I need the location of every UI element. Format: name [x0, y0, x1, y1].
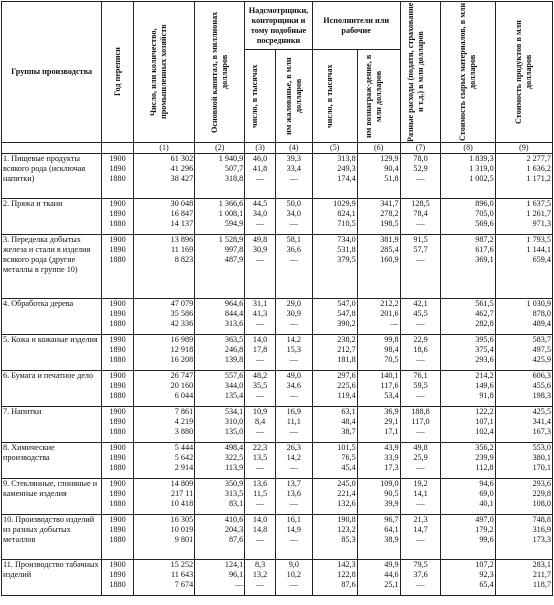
table-row [2, 407, 553, 443]
cell-capital: 498,4 322,5 113,9 [195, 443, 245, 479]
row-group-name: 3. Переделка добытых железа и стали в изделия всякого рода (другие металлы в группе 10) [2, 235, 102, 299]
cell-work-num: 142,3 122,8 87,6 [312, 560, 357, 596]
cell-products: 583,7 497,5 425,9 [495, 335, 552, 371]
cell-capital: 534,1 310,0 135,0 [195, 407, 245, 443]
cell-raw: 1 839,3 1 319,0 1 002,5 [441, 154, 495, 199]
cell-misc: 91,5 57,7 — [400, 235, 441, 299]
row-group-name: 6. Бумага и печатное дело [2, 371, 102, 407]
row-years: 1900 1890 1880 [102, 199, 134, 235]
column-number-row [2, 143, 553, 154]
cell-sup-num: 14,0 14,8 — [245, 515, 276, 560]
cell-sup-pay: 14,2 15,3 — [275, 335, 312, 371]
cell-work-num: 734,0 531,8 379,5 [312, 235, 357, 299]
cell-work-num: 190,8 123,2 85,3 [312, 515, 357, 560]
row-years: 1900 1890 1880 [102, 515, 134, 560]
cell-work-pay: 109,0 90,5 39,9 [357, 479, 400, 515]
cell-count: 16 989 12 918 16 208 [133, 335, 194, 371]
row-years: 1900 1890 1880 [102, 371, 134, 407]
cell-products: 1 793,5 1 144,1 659,4 [495, 235, 552, 299]
cell-products: 606,3 455,6 198,3 [495, 371, 552, 407]
cell-misc: 19,2 14,1 — [400, 479, 441, 515]
header-group: Группы производства [2, 2, 102, 143]
cell-work-pay: 212,2 201,6 — [357, 299, 400, 335]
cell-capital: 964,6 844,4 313,6 [195, 299, 245, 335]
cell-raw: 214,2 149,6 91,8 [441, 371, 495, 407]
cell-work-num: 238,2 212,7 181,8 [312, 335, 357, 371]
table-row [2, 154, 553, 199]
table-row [2, 560, 553, 596]
cell-misc: 49,8 25,9 — [400, 443, 441, 479]
cell-count: 30 048 16 847 14 137 [133, 199, 194, 235]
col-number: (9) [495, 143, 552, 154]
cell-capital: 350,9 313,5 83,1 [195, 479, 245, 515]
cell-raw: 356,2 239,9 112,8 [441, 443, 495, 479]
cell-count: 7 861 4 219 3 880 [133, 407, 194, 443]
header-capital: Основной капитал, в миллионах долларов [195, 2, 245, 143]
col-number: (6) [357, 143, 400, 154]
header-work-pay: им вознаграж-дение, в млн долларов [357, 50, 400, 143]
row-group-name: 2. Пряжа и ткани [2, 199, 102, 235]
cell-raw: 107,2 92,3 65,4 [441, 560, 495, 596]
col-number: (4) [275, 143, 312, 154]
header-year: Год переписи [102, 2, 134, 143]
col-number: (1) [133, 143, 194, 154]
cell-sup-pay: 39,3 33,4 — [275, 154, 312, 199]
cell-sup-pay: 50,0 34,0 — [275, 199, 312, 235]
cell-work-num: 547,0 547,8 390,2 [312, 299, 357, 335]
cell-products: 2 277,7 1 636,2 1 171,2 [495, 154, 552, 199]
header-workers: Исполнители или рабочие [312, 2, 400, 50]
row-years: 1900 1890 1880 [102, 299, 134, 335]
cell-capital: 124,1 96,1 — [195, 560, 245, 596]
row-group-name: 10. Производство изделий из разных добытых металлов [2, 515, 102, 560]
cell-work-num: 101,5 76,5 45,4 [312, 443, 357, 479]
cell-misc: 79,5 37,6 — [400, 560, 441, 596]
cell-sup-pay: 16,1 14,9 — [275, 515, 312, 560]
header-misc: Разные расходы (подати, страхование и т.д.) в млн долларов [400, 2, 441, 143]
header-sup-num: число, в тысячах [245, 50, 276, 143]
cell-sup-num: 44,5 34,0 — [245, 199, 276, 235]
table-row [2, 235, 553, 299]
cell-misc: 128,5 78,4 — [400, 199, 441, 235]
header-supervisors: Надсмотрщики, конторщики и тому подобные посредники [245, 2, 312, 50]
col-number: (2) [195, 143, 245, 154]
cell-misc: 78,0 52,9 — [400, 154, 441, 199]
cell-misc: 22,9 18,6 — [400, 335, 441, 371]
row-years: 1900 1890 1880 [102, 560, 134, 596]
cell-work-pay: 96,7 64,1 38,9 [357, 515, 400, 560]
cell-sup-num: 31,1 41,3 — [245, 299, 276, 335]
cell-count: 5 444 5 642 2 914 [133, 443, 194, 479]
cell-work-pay: 140,1 117,6 53,4 [357, 371, 400, 407]
header-count: Число, или количество, промышленных хозяйств [133, 2, 194, 143]
row-years: 1900 1890 1880 [102, 154, 134, 199]
row-group-name: 9. Стеклянные, глиняные и каменные изделия [2, 479, 102, 515]
cell-raw: 497,0 179,2 99,6 [441, 515, 495, 560]
cell-sup-pay: 26,3 14,2 — [275, 443, 312, 479]
row-years: 1900 1890 1880 [102, 443, 134, 479]
cell-capital: 410,6 204,3 87,6 [195, 515, 245, 560]
cell-misc: 21,3 14,7 — [400, 515, 441, 560]
cell-sup-pay: 13,7 13,6 — [275, 479, 312, 515]
cell-sup-num: 49,8 30,9 — [245, 235, 276, 299]
cell-sup-num: 14,0 17,8 — [245, 335, 276, 371]
cell-work-pay: 99,8 98,4 70,5 [357, 335, 400, 371]
cell-count: 61 302 41 296 38 427 [133, 154, 194, 199]
col-number: (3) [245, 143, 276, 154]
cell-work-pay: 43,9 33,9 17,3 [357, 443, 400, 479]
row-years: 1990 1890 1880 [102, 335, 134, 371]
cell-misc: 42,1 45,5 — [400, 299, 441, 335]
cell-count: 47 079 35 586 42 336 [133, 299, 194, 335]
cell-sup-pay: 49,0 34,6 — [275, 371, 312, 407]
cell-raw: 122,2 107,1 102,4 [441, 407, 495, 443]
cell-raw: 896,0 705,0 569,6 [441, 199, 495, 235]
cell-sup-num: 13,6 11,5 — [245, 479, 276, 515]
cell-count: 26 747 20 160 6 044 [133, 371, 194, 407]
header-sup-pay: им жалованье, в млн долларов [275, 50, 312, 143]
cell-raw: 987,2 617,6 369,1 [441, 235, 495, 299]
cell-work-num: 313,8 249,3 174,4 [312, 154, 357, 199]
table-row [2, 371, 553, 407]
cell-capital: 363,5 246,8 139,8 [195, 335, 245, 371]
header-raw: Стоимость сырых материалов, в млн долларов [441, 2, 495, 143]
cell-work-pay: 381,9 285,4 160,9 [357, 235, 400, 299]
cell-capital: 1 366,6 1 008,1 594,9 [195, 199, 245, 235]
cell-products: 283,1 211,7 118,7 [495, 560, 552, 596]
header-work-num: число, в тысячах [312, 50, 357, 143]
cell-sup-pay: 16,9 11,1 — [275, 407, 312, 443]
cell-products: 553,0 380,1 170,1 [495, 443, 552, 479]
col-number: (7) [400, 143, 441, 154]
cell-work-pay: 49,9 44,6 25,1 [357, 560, 400, 596]
cell-sup-num: 46,0 41,8 — [245, 154, 276, 199]
cell-sup-num: 22,3 13,5 — [245, 443, 276, 479]
table-row [2, 335, 553, 371]
table-row [2, 443, 553, 479]
cell-work-pay: 129,9 90,4 51,8 [357, 154, 400, 199]
cell-count: 13 896 11 169 8 823 [133, 235, 194, 299]
cell-work-num: 1029,9 824,1 710,5 [312, 199, 357, 235]
cell-sup-pay: 58,1 36,6 — [275, 235, 312, 299]
cell-sup-pay: 29,0 30,9 — [275, 299, 312, 335]
table-row [2, 515, 553, 560]
statistics-table [1, 1, 553, 596]
table-row [2, 299, 553, 335]
cell-work-num: 245,0 221,4 132,6 [312, 479, 357, 515]
cell-count: 14 809 217 11 10 418 [133, 479, 194, 515]
cell-work-pay: 341,7 278,2 198,5 [357, 199, 400, 235]
cell-products: 1 637,5 1 261,7 971,3 [495, 199, 552, 235]
table-row [2, 199, 553, 235]
cell-sup-num: 10,9 8,4 — [245, 407, 276, 443]
cell-sup-num: 48,2 35,5 — [245, 371, 276, 407]
cell-work-num: 297,6 225,6 119,4 [312, 371, 357, 407]
cell-work-num: 63,1 48,4 38,7 [312, 407, 357, 443]
row-group-name: 11. Производство табачных изделий [2, 560, 102, 596]
row-group-name: 8. Химические производства [2, 443, 102, 479]
col-number: (5) [312, 143, 357, 154]
cell-products: 293,6 229,8 108,0 [495, 479, 552, 515]
row-group-name: 4. Обработка дерева [2, 299, 102, 335]
table-row [2, 479, 553, 515]
cell-work-pay: 36,9 29,1 17,1 [357, 407, 400, 443]
cell-sup-num: 8,3 13,2 — [245, 560, 276, 596]
row-group-name: 7. Напитки [2, 407, 102, 443]
header-products: Стоимость продуктов в млн долларов [495, 2, 552, 143]
row-years: 1900 1890 1880 [102, 479, 134, 515]
cell-raw: 561,5 462,7 282,8 [441, 299, 495, 335]
cell-count: 15 252 11 643 7 674 [133, 560, 194, 596]
cell-capital: 1 940,9 507,7 318,8 [195, 154, 245, 199]
row-years: 1900 1890 1880 [102, 235, 134, 299]
row-years: 1900 1890 1880 [102, 407, 134, 443]
cell-raw: 395,6 375,4 293,6 [441, 335, 495, 371]
cell-capital: 557,6 344,0 135,4 [195, 371, 245, 407]
col-number: (8) [441, 143, 495, 154]
cell-products: 1 030,9 878,0 489,4 [495, 299, 552, 335]
cell-misc: 188,8 117,0 — [400, 407, 441, 443]
row-group-name: 5. Кожа и кожаные изделия [2, 335, 102, 371]
cell-products: 425,5 341,4 167,3 [495, 407, 552, 443]
cell-count: 16 305 10 019 9 801 [133, 515, 194, 560]
cell-misc: 76,1 59,5 — [400, 371, 441, 407]
cell-sup-pay: 9,0 10,2 — [275, 560, 312, 596]
cell-capital: 1 528,9 997,8 487,9 [195, 235, 245, 299]
cell-products: 748,8 316,9 173,3 [495, 515, 552, 560]
row-group-name: 1. Пищевые продукты всякого рода (исключая напитки) [2, 154, 102, 199]
cell-raw: 94,6 69,0 40,1 [441, 479, 495, 515]
